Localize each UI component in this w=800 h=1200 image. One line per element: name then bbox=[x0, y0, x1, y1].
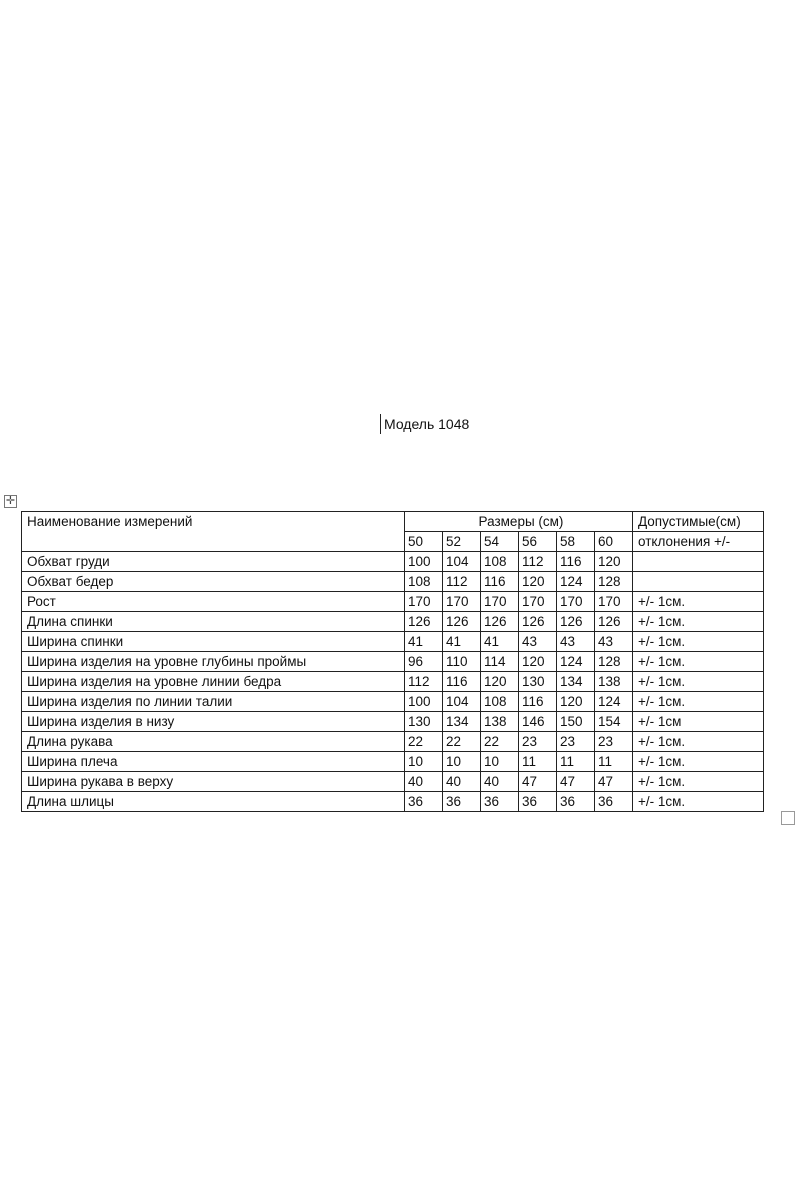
size-value-cell: 170 bbox=[595, 592, 633, 612]
size-value-cell: 170 bbox=[405, 592, 443, 612]
size-value-cell: 124 bbox=[557, 652, 595, 672]
tolerance-cell bbox=[633, 572, 764, 592]
tolerance-cell: +/- 1см. bbox=[633, 672, 764, 692]
header-size-cell: 56 bbox=[519, 532, 557, 552]
size-value-cell: 41 bbox=[481, 632, 519, 652]
size-value-cell: 126 bbox=[481, 612, 519, 632]
size-value-cell: 23 bbox=[519, 732, 557, 752]
size-value-cell: 124 bbox=[557, 572, 595, 592]
header-size-cell: 60 bbox=[595, 532, 633, 552]
size-value-cell: 170 bbox=[481, 592, 519, 612]
size-value-cell: 47 bbox=[519, 772, 557, 792]
size-value-cell: 10 bbox=[481, 752, 519, 772]
size-value-cell: 120 bbox=[481, 672, 519, 692]
size-value-cell: 43 bbox=[595, 632, 633, 652]
size-value-cell: 112 bbox=[405, 672, 443, 692]
table-row bbox=[22, 552, 764, 572]
size-value-cell: 120 bbox=[519, 652, 557, 672]
size-value-cell: 170 bbox=[443, 592, 481, 612]
tolerance-cell: +/- 1см bbox=[633, 712, 764, 732]
table-row bbox=[22, 752, 764, 772]
size-value-cell: 116 bbox=[519, 692, 557, 712]
tolerance-cell: +/- 1см. bbox=[633, 792, 764, 812]
size-value-cell: 100 bbox=[405, 692, 443, 712]
table-row bbox=[22, 612, 764, 632]
size-value-cell: 40 bbox=[405, 772, 443, 792]
size-value-cell: 36 bbox=[405, 792, 443, 812]
move-cross-icon[interactable]: ✛ bbox=[5, 495, 16, 507]
size-value-cell: 128 bbox=[595, 572, 633, 592]
header-size-cell: 54 bbox=[481, 532, 519, 552]
size-value-cell: 170 bbox=[519, 592, 557, 612]
size-value-cell: 104 bbox=[443, 552, 481, 572]
measurement-name-cell: Ширина рукава в верху bbox=[22, 772, 405, 792]
size-value-cell: 10 bbox=[405, 752, 443, 772]
table-row bbox=[22, 712, 764, 732]
measurement-name-cell: Длина рукава bbox=[22, 732, 405, 752]
size-value-cell: 154 bbox=[595, 712, 633, 732]
resize-square-icon[interactable] bbox=[781, 811, 795, 825]
size-value-cell: 100 bbox=[405, 552, 443, 572]
size-value-cell: 138 bbox=[595, 672, 633, 692]
measurement-name-cell: Ширина плеча bbox=[22, 752, 405, 772]
size-value-cell: 23 bbox=[557, 732, 595, 752]
size-value-cell: 130 bbox=[405, 712, 443, 732]
header-size-cell: 58 bbox=[557, 532, 595, 552]
size-value-cell: 128 bbox=[595, 652, 633, 672]
size-value-cell: 150 bbox=[557, 712, 595, 732]
table-row bbox=[22, 652, 764, 672]
size-value-cell: 43 bbox=[519, 632, 557, 652]
tolerance-cell: +/- 1см. bbox=[633, 632, 764, 652]
tolerance-cell: +/- 1см. bbox=[633, 692, 764, 712]
size-value-cell: 22 bbox=[443, 732, 481, 752]
size-value-cell: 170 bbox=[557, 592, 595, 612]
size-value-cell: 23 bbox=[595, 732, 633, 752]
tolerance-cell bbox=[633, 552, 764, 572]
size-value-cell: 36 bbox=[443, 792, 481, 812]
size-value-cell: 120 bbox=[557, 692, 595, 712]
size-value-cell: 146 bbox=[519, 712, 557, 732]
tolerance-cell: +/- 1см. bbox=[633, 772, 764, 792]
size-value-cell: 134 bbox=[557, 672, 595, 692]
header-sizes-label: Размеры (см) bbox=[405, 512, 633, 532]
size-value-cell: 11 bbox=[595, 752, 633, 772]
header-tolerance-label-line2: отклонения +/- bbox=[633, 532, 764, 552]
table-row bbox=[22, 732, 764, 752]
size-value-cell: 36 bbox=[557, 792, 595, 812]
table-row bbox=[22, 792, 764, 812]
measurement-name-cell: Ширина спинки bbox=[22, 632, 405, 652]
header-tolerance-label: Допустимые(см) bbox=[633, 512, 764, 532]
size-value-cell: 124 bbox=[595, 692, 633, 712]
table-row bbox=[22, 632, 764, 652]
size-value-cell: 22 bbox=[405, 732, 443, 752]
size-value-cell: 11 bbox=[519, 752, 557, 772]
header-size-cell: 52 bbox=[443, 532, 481, 552]
size-value-cell: 120 bbox=[519, 572, 557, 592]
size-value-cell: 126 bbox=[405, 612, 443, 632]
size-value-cell: 108 bbox=[405, 572, 443, 592]
size-value-cell: 43 bbox=[557, 632, 595, 652]
size-value-cell: 96 bbox=[405, 652, 443, 672]
size-value-cell: 126 bbox=[595, 612, 633, 632]
header-name-label: Наименование измерений bbox=[22, 512, 405, 552]
size-value-cell: 110 bbox=[443, 652, 481, 672]
size-value-cell: 40 bbox=[443, 772, 481, 792]
size-value-cell: 116 bbox=[443, 672, 481, 692]
size-value-cell: 11 bbox=[557, 752, 595, 772]
size-value-cell: 116 bbox=[481, 572, 519, 592]
measurement-name-cell: Ширина изделия на уровне глубины проймы bbox=[22, 652, 405, 672]
measurement-name-cell: Длина шлицы bbox=[22, 792, 405, 812]
measurement-name-cell: Ширина изделия по линии талии bbox=[22, 692, 405, 712]
page-title: Модель 1048 bbox=[380, 414, 469, 434]
tolerance-cell: +/- 1см. bbox=[633, 612, 764, 632]
size-value-cell: 108 bbox=[481, 552, 519, 572]
table-row bbox=[22, 592, 764, 612]
table-row bbox=[22, 672, 764, 692]
table-header-row bbox=[22, 512, 764, 532]
size-value-cell: 41 bbox=[405, 632, 443, 652]
size-value-cell: 126 bbox=[557, 612, 595, 632]
size-value-cell: 120 bbox=[595, 552, 633, 572]
size-value-cell: 36 bbox=[519, 792, 557, 812]
table-row bbox=[22, 692, 764, 712]
size-value-cell: 36 bbox=[481, 792, 519, 812]
size-value-cell: 108 bbox=[481, 692, 519, 712]
table-row bbox=[22, 772, 764, 792]
size-value-cell: 47 bbox=[557, 772, 595, 792]
size-value-cell: 40 bbox=[481, 772, 519, 792]
size-value-cell: 10 bbox=[443, 752, 481, 772]
table-row bbox=[22, 572, 764, 592]
size-value-cell: 36 bbox=[595, 792, 633, 812]
measurement-name-cell: Ширина изделия в низу bbox=[22, 712, 405, 732]
size-value-cell: 138 bbox=[481, 712, 519, 732]
size-value-cell: 126 bbox=[519, 612, 557, 632]
tolerance-cell: +/- 1см. bbox=[633, 592, 764, 612]
measurement-name-cell: Обхват бедер bbox=[22, 572, 405, 592]
tolerance-cell: +/- 1см. bbox=[633, 732, 764, 752]
measurement-name-cell: Рост bbox=[22, 592, 405, 612]
size-value-cell: 134 bbox=[443, 712, 481, 732]
header-size-cell: 50 bbox=[405, 532, 443, 552]
tolerance-cell: +/- 1см. bbox=[633, 752, 764, 772]
size-value-cell: 47 bbox=[595, 772, 633, 792]
size-chart-table bbox=[21, 511, 764, 812]
size-value-cell: 130 bbox=[519, 672, 557, 692]
tolerance-cell: +/- 1см. bbox=[633, 652, 764, 672]
size-value-cell: 114 bbox=[481, 652, 519, 672]
size-value-cell: 41 bbox=[443, 632, 481, 652]
size-value-cell: 126 bbox=[443, 612, 481, 632]
size-value-cell: 116 bbox=[557, 552, 595, 572]
size-value-cell: 104 bbox=[443, 692, 481, 712]
measurement-name-cell: Обхват груди bbox=[22, 552, 405, 572]
size-value-cell: 22 bbox=[481, 732, 519, 752]
measurement-name-cell: Длина спинки bbox=[22, 612, 405, 632]
size-value-cell: 112 bbox=[519, 552, 557, 572]
measurement-name-cell: Ширина изделия на уровне линии бедра bbox=[22, 672, 405, 692]
size-value-cell: 112 bbox=[443, 572, 481, 592]
